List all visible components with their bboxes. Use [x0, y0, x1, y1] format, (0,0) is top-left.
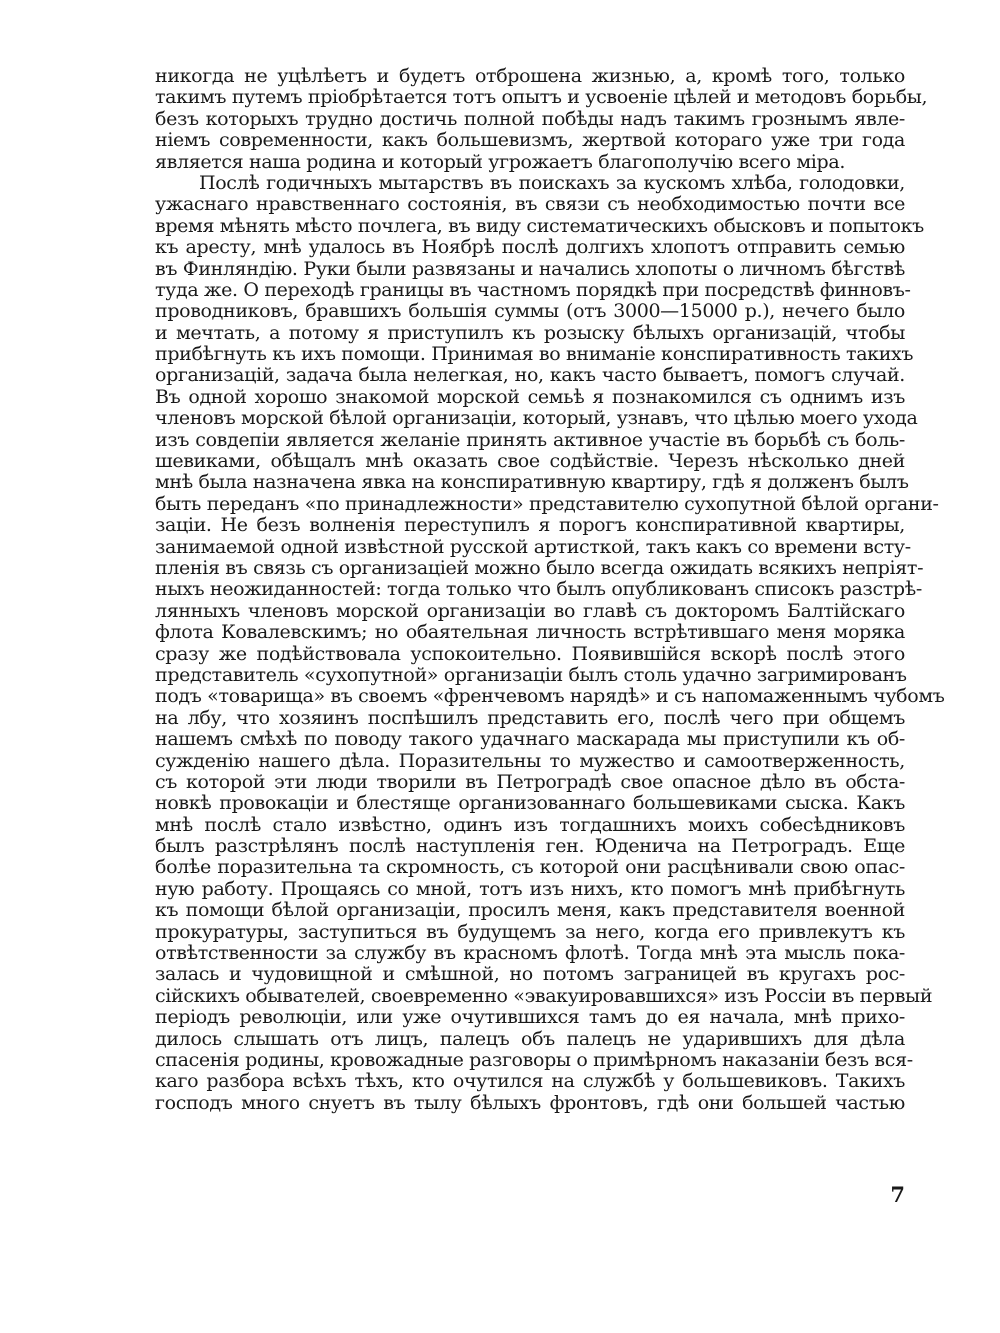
text-line: и мечтать, а потому я приступилъ къ розыску бѣлыхъ организацій, чтобы — [155, 321, 905, 344]
text-line: господъ много снуетъ въ тылу бѣлыхъ фронтовъ, гдѣ они большей частью — [155, 1091, 905, 1114]
text-line: прибѣгнуть къ ихъ помощи. Принимая во вниманіе конспиративность такихъ — [155, 343, 914, 366]
text-line: быть переданъ «по принадлежности» представителю сухопутной бѣлой органи- — [155, 492, 939, 515]
text-line: болѣе поразительна та скромность, съ которой они расцѣнивали свою опас- — [155, 856, 905, 879]
text-line: сужденію нашего дѣла. Поразительны то мужество и самоотверженность, — [155, 749, 905, 772]
text-line: изъ совдепіи является желаніе принять активное участіе въ борьбѣ съ боль- — [155, 428, 905, 451]
text-line: Въ одной хорошо знакомой морской семьѣ я познакомился съ однимъ изъ — [155, 385, 905, 408]
text-line: залась и чудовищной и смѣшной, но потомъ заграницей въ кругахъ рос- — [155, 963, 905, 986]
text-line: подъ «товарища» въ своемъ «френчевомъ нарядѣ» и съ напомаженнымъ чубомъ — [155, 685, 945, 708]
text-line: организацій, задача была нелегкая, но, какъ часто бываетъ, помогъ случай. — [155, 364, 905, 387]
text-line: такимъ путемъ пріобрѣтается тотъ опытъ и усвоеніе цѣлей и методовъ борьбы, — [155, 86, 928, 109]
text-line: отвѣтственности за службу въ красномъ флотѣ. Тогда мнѣ эта мысль пока- — [155, 942, 905, 965]
text-line: ніемъ современности, какъ большевизмъ, жертвой котораго уже три года — [155, 129, 905, 152]
text-line: былъ разстрѣлянъ послѣ наступленія ген. Юденича на Петроградъ. Еще — [155, 835, 905, 858]
text-line: прокуратуры, заступиться въ будущемъ за него, когда его привлекутъ къ — [155, 920, 905, 943]
body-text — [155, 65, 945, 1114]
text-line: время мѣнять мѣсто почлега, въ виду систематическихъ обысковъ и попытокъ — [155, 214, 924, 237]
text-line: ныхъ неожиданностей: тогда только что былъ опубликованъ списокъ разстрѣ- — [155, 578, 922, 601]
text-line: на лбу, что хозяинъ поспѣшилъ представить его, послѣ чего при общемъ — [155, 706, 905, 729]
text-line: представитель «сухопутной» организаціи былъ столь удачно загримированъ — [155, 663, 907, 686]
text-line: мнѣ была назначена явка на конспиративную квартиру, гдѣ я долженъ былъ — [155, 471, 909, 494]
text-line: мнѣ послѣ стало извѣстно, одинъ изъ тогдашнихъ моихъ собесѣдниковъ — [155, 813, 905, 836]
text-line: туда же. О переходѣ границы въ частномъ порядкѣ при посредствѣ финновъ- — [155, 278, 911, 301]
text-line: періодъ революціи, или уже очутившихся тамъ до ея начала, мнѣ прихо- — [155, 1006, 905, 1029]
text-line: дилось слышать отъ лицъ, палецъ объ палецъ не ударившихъ для дѣла — [155, 1027, 905, 1050]
text-line: никогда не уцѣлѣетъ и будетъ отброшена жизнью, а, кромѣ того, только — [155, 65, 905, 87]
text-line: заціи. Не безъ волненія переступилъ я порогъ конспиративной квартиры, — [155, 514, 905, 537]
text-line: является наша родина и который угрожаетъ благополучію всего міра. — [155, 150, 846, 173]
text-line: къ помощи бѣлой организаціи, просилъ меня, какъ представителя военной — [155, 899, 905, 922]
text-line: ужаснаго нравственнаго состоянія, въ связи съ необходимостью почти все — [155, 193, 905, 216]
text-line: сразу же подѣйствовала успокоительно. Появившійся вскорѣ послѣ этого — [155, 642, 905, 665]
text-line: спасенія родины, кровожадные разговоры о примѣрномъ наказаніи безъ вся- — [155, 1048, 913, 1071]
text-line: каго разбора всѣхъ тѣхъ, кто очутился на службѣ у большевиковъ. Такихъ — [155, 1070, 905, 1093]
page-number: 7 — [890, 1182, 905, 1207]
text-line: новкѣ провокаціи и блестяще организованнаго большевиками сыска. Какъ — [155, 792, 905, 815]
text-line: проводниковъ, бравшихъ большія суммы (отъ 3000—15000 р.), нечего было — [155, 300, 905, 323]
text-line: флота Ковалевскимъ; но обаятельная личность встрѣтившаго меня моряка — [155, 621, 905, 644]
text-line: занимаемой одной извѣстной русской артисткой, такъ какъ со времени всту- — [155, 535, 911, 558]
text-line: членовъ морской бѣлой организаціи, который, узнавъ, что цѣлью моего ухода — [155, 407, 918, 430]
paragraph-first-line: Послѣ годичныхъ мытарствъ въ поискахъ за кускомъ хлѣба, голодовки, — [199, 171, 905, 194]
text-line: лянныхъ членовъ морской организаціи во главѣ съ докторомъ Балтійскаго — [155, 599, 905, 622]
text-line: шевиками, обѣщалъ мнѣ оказать свое содѣйствіе. Черезъ нѣсколько дней — [155, 450, 905, 473]
text-line: въ Финляндію. Руки были развязаны и начались хлопоты о личномъ бѣгствѣ — [155, 257, 905, 280]
text-line: сійскихъ обывателей, своевременно «эвакуировавшихся» изъ Россіи въ первый — [155, 984, 933, 1007]
text-line: съ которой эти люди творили въ Петроградѣ свое опасное дѣло въ обста- — [155, 770, 905, 793]
text-line: къ аресту, мнѣ удалось въ Ноябрѣ послѣ долгихъ хлопотъ отправить семью — [155, 236, 905, 259]
text-line: нашемъ смѣхѣ по поводу такого удачнаго маскарада мы приступили къ об- — [155, 728, 905, 751]
text-line: безъ которыхъ трудно достичь полной побѣды надъ такимъ грознымъ явле- — [155, 107, 905, 130]
text-line: ную работу. Прощаясь со мной, тотъ изъ нихъ, кто помогъ мнѣ прибѣгнуть — [155, 877, 905, 900]
text-line: пленія въ связь съ организаціей можно было всегда ожидать всякихъ непріят- — [155, 556, 924, 579]
